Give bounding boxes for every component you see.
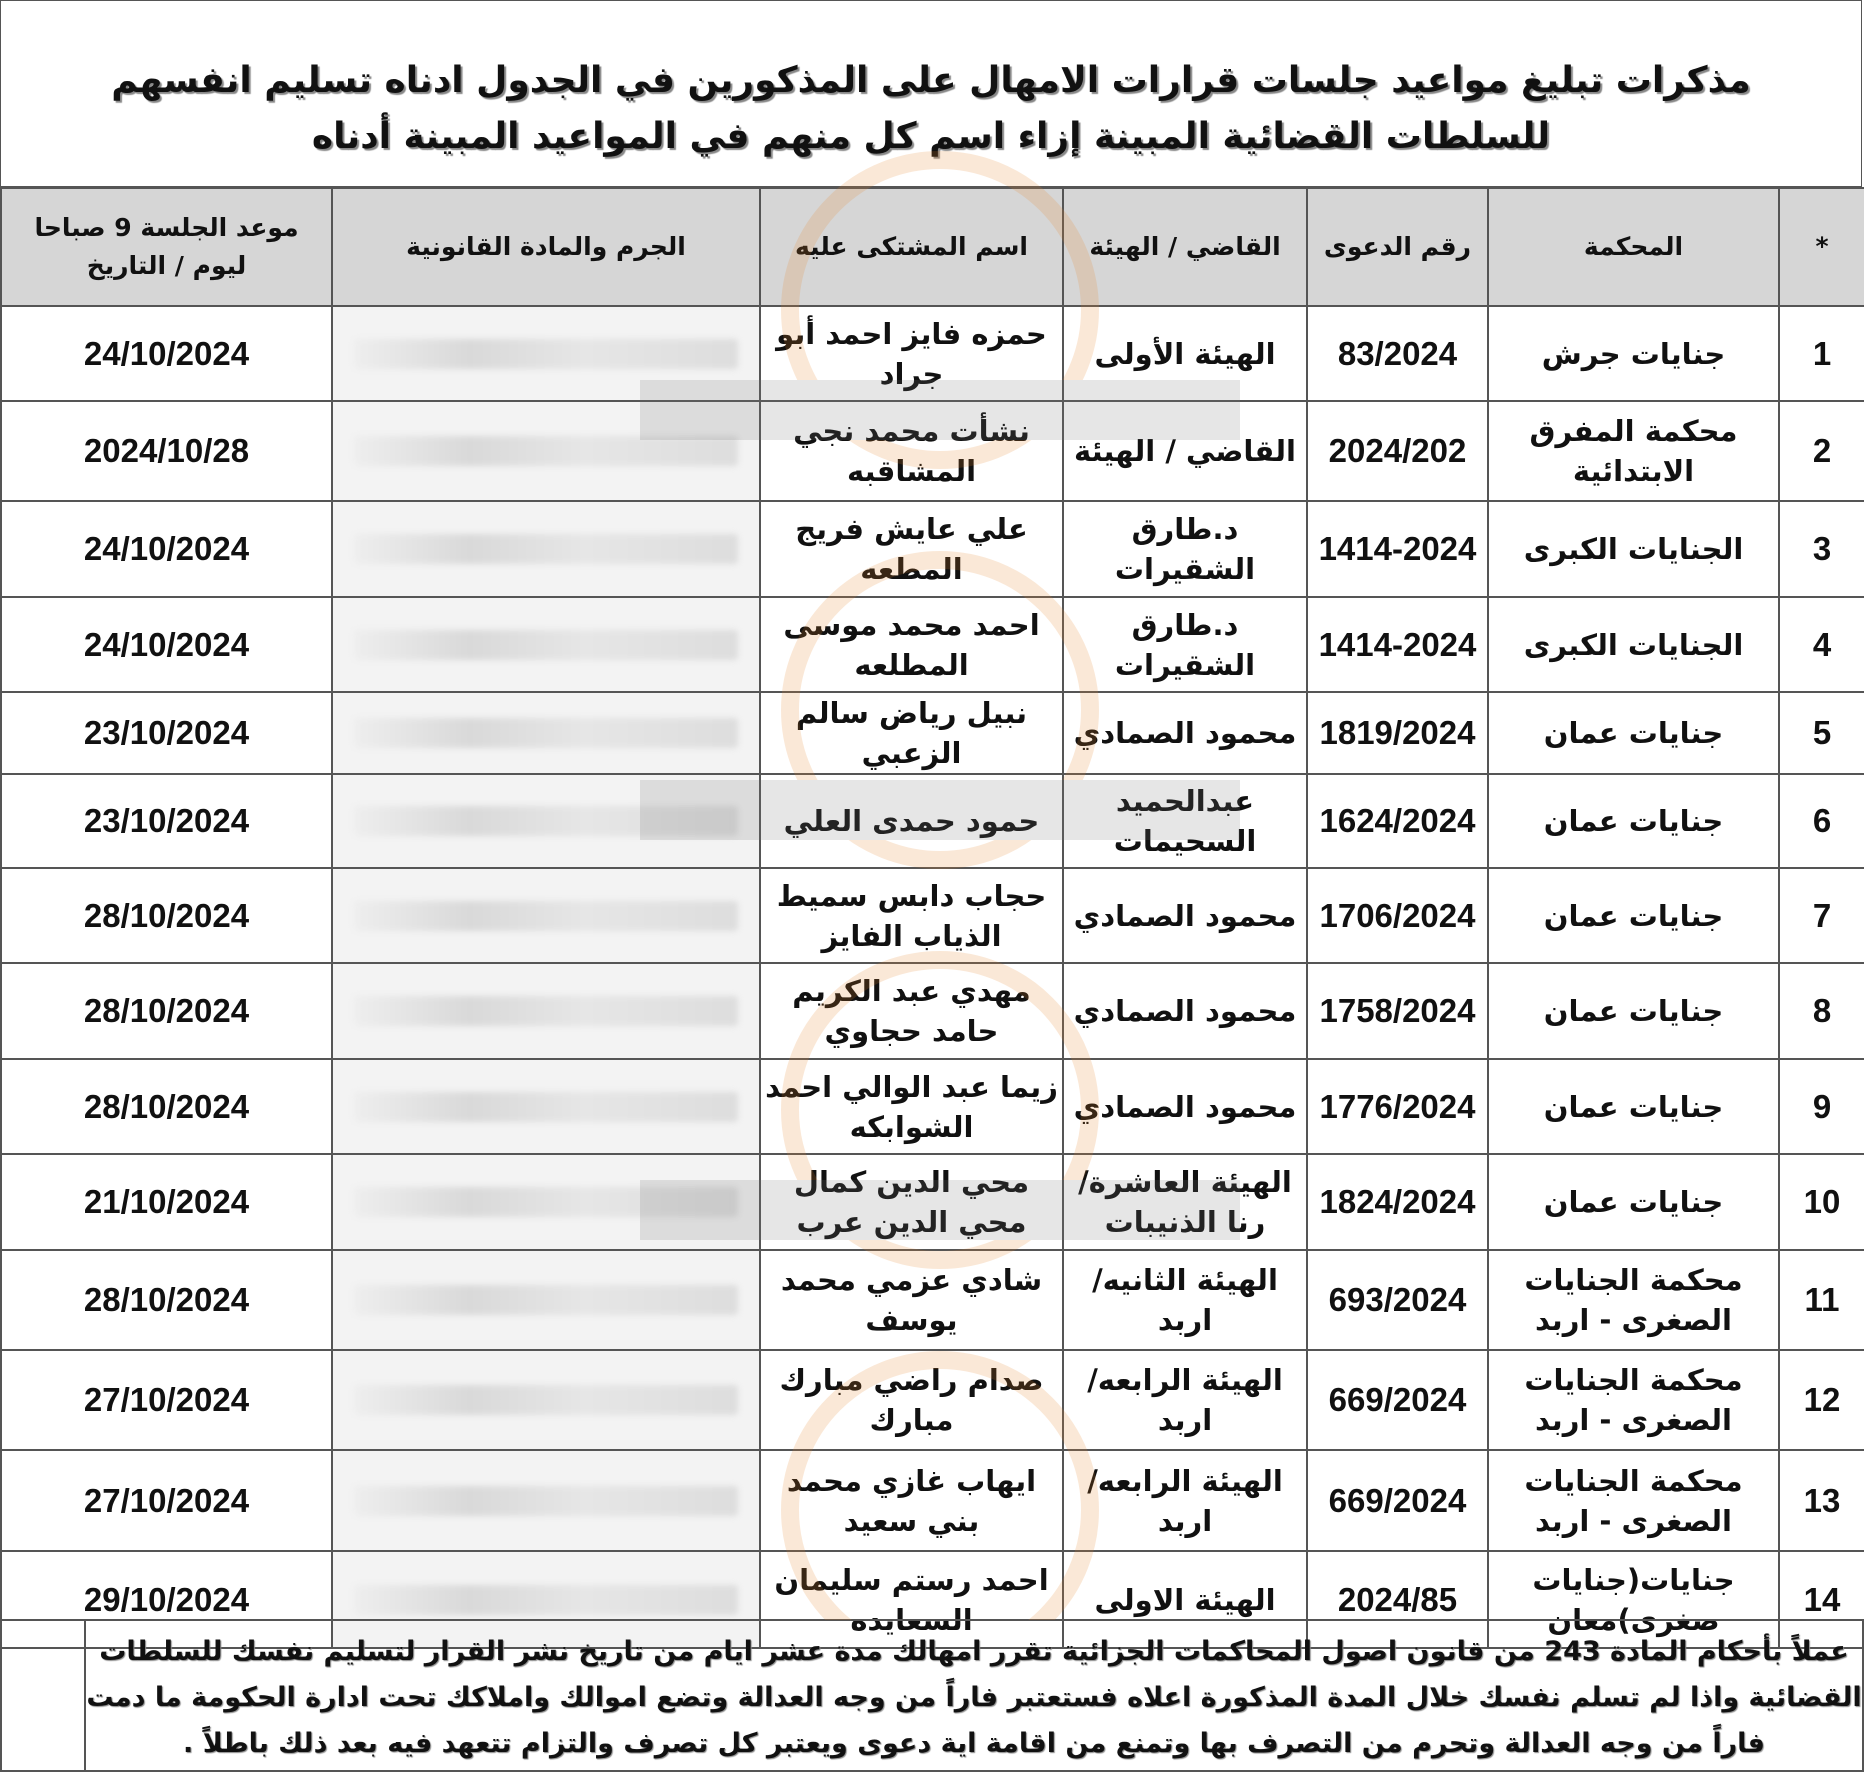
court-cell: محكمة المفرق الابتدائية: [1488, 401, 1779, 501]
table-row: [1, 501, 1864, 597]
session-date-cell: 23/10/2024: [1, 692, 332, 774]
row-index: 14: [1779, 1551, 1864, 1648]
crime-cell: [332, 1059, 760, 1154]
defendant-cell: محي الدين كمال محي الدين عرب: [760, 1154, 1063, 1250]
session-date-cell: 21/10/2024: [1, 1154, 332, 1250]
header-index: *: [1779, 188, 1864, 306]
defendant-cell: نبيل رياض سالم الزعبي: [760, 692, 1063, 774]
session-date-cell: 23/10/2024: [1, 774, 332, 868]
crime-cell: [332, 501, 760, 597]
table-row: [1, 1450, 1864, 1551]
header-court: المحكمة: [1488, 188, 1779, 306]
defendant-cell: حجاب دابس سميط الذياب الفايز: [760, 868, 1063, 963]
court-cell: الجنايات الكبرى: [1488, 501, 1779, 597]
header-judge: القاضي / الهيئة: [1063, 188, 1307, 306]
row-index: 9: [1779, 1059, 1864, 1154]
court-cell: جنايات عمان: [1488, 774, 1779, 868]
row-index: 4: [1779, 597, 1864, 692]
case-number-cell: 83/2024: [1307, 306, 1488, 401]
session-date-cell: 27/10/2024: [1, 1450, 332, 1551]
crime-cell: [332, 306, 760, 401]
court-cell: محكمة الجنايات الصغرى - اربد: [1488, 1450, 1779, 1551]
redacted-crime: [354, 806, 739, 836]
judge-cell: الهيئة العاشرة/رنا الذنيبات: [1063, 1154, 1307, 1250]
row-index: 13: [1779, 1450, 1864, 1551]
session-date-cell: 28/10/2024: [1, 963, 332, 1059]
case-number-cell: 1819/2024: [1307, 692, 1488, 774]
case-number-cell: 693/2024: [1307, 1250, 1488, 1350]
defendant-cell: صدام راضي مبارك مبارك: [760, 1350, 1063, 1450]
header-crime: الجرم والمادة القانونية: [332, 188, 760, 306]
judge-cell: القاضي / الهيئة: [1063, 401, 1307, 501]
table-row: [1, 306, 1864, 401]
redacted-crime: [354, 436, 739, 466]
defendant-cell: مهدي عبد الكريم حامد حجاوي: [760, 963, 1063, 1059]
table-row: [1, 1350, 1864, 1450]
table-row: [1, 774, 1864, 868]
crime-cell: [332, 868, 760, 963]
session-date-cell: 28/10/2024: [1, 1250, 332, 1350]
defendant-cell: حمزه فايز احمد أبو جراد: [760, 306, 1063, 401]
defendant-cell: احمد محمد موسى المطلعه: [760, 597, 1063, 692]
court-cell: محكمة الجنايات الصغرى - اربد: [1488, 1350, 1779, 1450]
defendant-cell: ايهاب غازي محمد بني سعيد: [760, 1450, 1063, 1551]
court-cell: جنايات عمان: [1488, 1059, 1779, 1154]
case-number-cell: 1624/2024: [1307, 774, 1488, 868]
court-cell: جنايات عمان: [1488, 963, 1779, 1059]
defendant-cell: احمد رستم سليمان السعايده: [760, 1551, 1063, 1648]
court-cell: جنايات عمان: [1488, 692, 1779, 774]
crime-cell: [332, 963, 760, 1059]
row-index: 8: [1779, 963, 1864, 1059]
defendant-cell: زيما عبد الوالي احمد الشوابكه: [760, 1059, 1063, 1154]
crime-cell: [332, 597, 760, 692]
redacted-crime: [354, 1585, 739, 1615]
judge-cell: الهيئة الاولى: [1063, 1551, 1307, 1648]
row-index: 7: [1779, 868, 1864, 963]
session-date-cell: 24/10/2024: [1, 501, 332, 597]
table-row: [1, 868, 1864, 963]
row-index: 6: [1779, 774, 1864, 868]
case-number-cell: 1414-2024: [1307, 501, 1488, 597]
table-row: [1, 1250, 1864, 1350]
judge-cell: الهيئة الرابعه/ اربد: [1063, 1350, 1307, 1450]
judge-cell: الهيئة الأولى: [1063, 306, 1307, 401]
table-row: [1, 401, 1864, 501]
court-cell: الجنايات الكبرى: [1488, 597, 1779, 692]
header-case-number: رقم الدعوى: [1307, 188, 1488, 306]
defendant-cell: علي عايش فريج المطعه: [760, 501, 1063, 597]
judge-cell: الهيئة الرابعه/ اربد: [1063, 1450, 1307, 1551]
court-cell: محكمة الجنايات الصغرى - اربد: [1488, 1250, 1779, 1350]
legal-notice: [0, 1619, 1864, 1772]
row-index: 11: [1779, 1250, 1864, 1350]
redacted-crime: [354, 1187, 739, 1217]
crime-cell: [332, 774, 760, 868]
session-date-cell: 28/10/2024: [1, 1059, 332, 1154]
redacted-crime: [354, 901, 739, 931]
judge-cell: الهيئة الثانيه/ اربد: [1063, 1250, 1307, 1350]
defendant-cell: حمود حمدى العلي: [760, 774, 1063, 868]
judge-cell: د.طارق الشقيرات: [1063, 501, 1307, 597]
redacted-crime: [354, 1486, 739, 1516]
judge-cell: عبدالحميد السحيمات: [1063, 774, 1307, 868]
table-row: [1, 597, 1864, 692]
row-index: 12: [1779, 1350, 1864, 1450]
case-number-cell: 1706/2024: [1307, 868, 1488, 963]
court-cell: جنايات(جنايات صغرى)معان: [1488, 1551, 1779, 1648]
row-index: 2: [1779, 401, 1864, 501]
row-index: 1: [1779, 306, 1864, 401]
redacted-crime: [354, 630, 739, 660]
case-number-cell: 1824/2024: [1307, 1154, 1488, 1250]
judge-cell: محمود الصمادي: [1063, 692, 1307, 774]
session-date-cell: 28/10/2024: [1, 868, 332, 963]
court-cell: جنايات جرش: [1488, 306, 1779, 401]
case-number-cell: 669/2024: [1307, 1450, 1488, 1551]
table-row: [1, 1154, 1864, 1250]
case-number-cell: 1414-2024: [1307, 597, 1488, 692]
session-date-cell: 2024/10/28: [1, 401, 332, 501]
session-date-cell: 24/10/2024: [1, 306, 332, 401]
crime-cell: [332, 1250, 760, 1350]
session-date-cell: 27/10/2024: [1, 1350, 332, 1450]
court-cell: جنايات عمان: [1488, 1154, 1779, 1250]
crime-cell: [332, 692, 760, 774]
redacted-crime: [354, 718, 739, 748]
case-number-cell: 2024/85: [1307, 1551, 1488, 1648]
crime-cell: [332, 1450, 760, 1551]
redacted-crime: [354, 996, 739, 1026]
table-header-row: [1, 188, 1864, 306]
redacted-crime: [354, 534, 739, 564]
crime-cell: [332, 401, 760, 501]
case-number-cell: 1776/2024: [1307, 1059, 1488, 1154]
table-row: [1, 1059, 1864, 1154]
case-number-cell: 669/2024: [1307, 1350, 1488, 1450]
summons-table: [0, 187, 1864, 1649]
row-index: 3: [1779, 501, 1864, 597]
judge-cell: محمود الصمادي: [1063, 1059, 1307, 1154]
redacted-crime: [354, 1092, 739, 1122]
case-number-cell: 2024/202: [1307, 401, 1488, 501]
court-cell: جنايات عمان: [1488, 868, 1779, 963]
redacted-crime: [354, 1385, 739, 1415]
table-row: [1, 963, 1864, 1059]
crime-cell: [332, 1154, 760, 1250]
row-index: 10: [1779, 1154, 1864, 1250]
defendant-cell: شادي عزمي محمد يوسف: [760, 1250, 1063, 1350]
judge-cell: محمود الصمادي: [1063, 868, 1307, 963]
session-date-cell: 29/10/2024: [1, 1551, 332, 1648]
row-index: 5: [1779, 692, 1864, 774]
case-number-cell: 1758/2024: [1307, 963, 1488, 1059]
legal-notice-text: عملاً بأحكام المادة 243 من قانون اصول المحاكمات الجزائية تقرر امهالك مدة عشر ايام من تاريخ نشر القرار لتسليم نفسك للسلطات القضائية واذا لم تسلم نفسك خلال المدة المذكورة اعلاه فستعتبر فاراً من وجه العدالة وتضع اموالك واملاكك تحت ادارة الحكومة ما دمت فاراً من وجه العدالة وتحرم من التصرف بها وتمنع من اقامة اية دعوى ويعتبر كل تصرف والتزام تتعهد فيه بعد ذلك باطلاً .: [86, 1636, 1862, 1759]
session-date-cell: 24/10/2024: [1, 597, 332, 692]
header-defendant: اسم المشتكى عليه: [760, 188, 1063, 306]
document-title: مذكرات تبليغ مواعيد جلسات قرارات الامهال على المذكورين في الجدول ادناه تسليم انفسهم للسلطات القضائية المبينة إزاء اسم كل منهم في المواعيد المبينة أدناه: [0, 0, 1862, 187]
judge-cell: د.طارق الشقيرات: [1063, 597, 1307, 692]
crime-cell: [332, 1350, 760, 1450]
redacted-crime: [354, 1285, 739, 1315]
header-session-date: موعد الجلسة 9 صباحا ليوم / التاريخ: [1, 188, 332, 306]
table-row: [1, 692, 1864, 774]
judge-cell: محمود الصمادي: [1063, 963, 1307, 1059]
legal-notice-side-cell: [2, 1621, 86, 1770]
defendant-cell: نشأت محمد نجي المشاقبه: [760, 401, 1063, 501]
redacted-crime: [354, 339, 739, 369]
